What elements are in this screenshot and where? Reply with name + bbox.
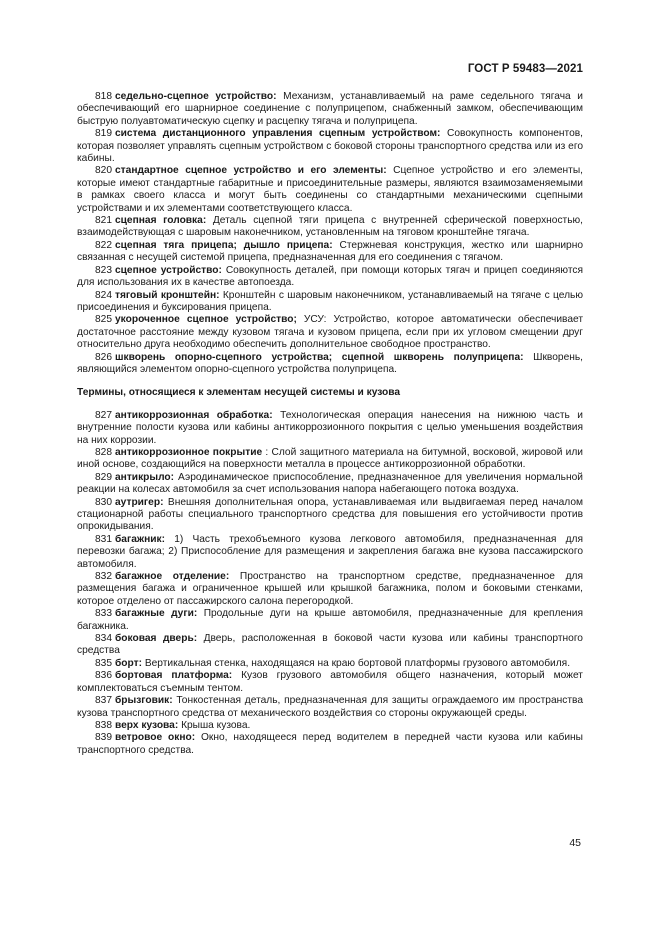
term-entry	[77, 265, 583, 290]
page-number: 45	[569, 837, 581, 849]
term-entry	[77, 290, 583, 315]
term-entry	[77, 633, 583, 658]
term-title: ветровое окно:	[115, 732, 196, 744]
term-title: сцепное устройство:	[115, 264, 222, 276]
term-title: седельно-сцепное устройство:	[115, 91, 277, 102]
term-title: стандартное сцепное устройство и его элементы:	[115, 165, 387, 177]
term-number: 833	[95, 608, 112, 620]
term-title: аутригер:	[115, 496, 164, 508]
term-number: 825	[95, 314, 112, 326]
term-entry	[77, 91, 583, 128]
term-definition: Окно, находящееся перед водителем в передней части кузова или кабины транспортного средства.	[77, 732, 583, 756]
term-entry	[77, 571, 583, 608]
term-title: антикрыло:	[115, 471, 175, 483]
term-number: 837	[95, 695, 112, 707]
term-entry	[77, 352, 583, 377]
term-title: багажное отделение:	[115, 571, 230, 583]
term-entry	[77, 608, 583, 633]
term-definition: Крыша кузова.	[181, 719, 251, 731]
term-entry	[77, 215, 583, 240]
term-number: 823	[95, 264, 112, 276]
term-title: багажные дуги:	[115, 608, 198, 620]
term-entry	[77, 314, 583, 351]
term-definition: Кузов грузового автомобиля общего назначения, который может комплектоваться съемным тентом.	[77, 670, 583, 694]
term-definition: Совокупность деталей, при помощи которых тягач и прицеп соединяются для использования их в качестве автопоезда.	[77, 264, 583, 289]
section-heading: Термины, относящиеся к элементам несущей системы и кузова	[77, 387, 401, 399]
term-number: 839	[95, 732, 112, 744]
term-number: 838	[95, 719, 112, 731]
term-title: тяговый кронштейн:	[115, 289, 220, 301]
term-number: 818	[95, 91, 112, 102]
term-title: система дистанционного управления сцепным устройством:	[115, 128, 441, 140]
term-entry	[77, 670, 583, 695]
term-definition: Продольные дуги на крыше автомобиля, предназначенные для крепления багажника.	[77, 608, 583, 632]
term-entry	[77, 410, 583, 447]
term-definition: Кронштейн с шаровым наконечником, устанавливаемый на тягаче с целью присоединения и буксирования прицепа.	[77, 289, 583, 313]
term-number: 828	[95, 446, 112, 458]
term-number: 820	[95, 165, 112, 177]
term-definition: Совокупность компонентов, которая позволяет управлять сцепным устройством с боковой стороны транспортного средства или из его кабины.	[77, 128, 583, 165]
term-title: сцепная тяга прицепа; дышло прицепа:	[115, 239, 333, 251]
term-number: 821	[95, 215, 112, 227]
term-entry	[77, 695, 583, 720]
document-body	[77, 91, 583, 757]
term-definition: Пространство на транспортном средстве, предназначенное для размещения багажа и ограниченное крышей или крышкой багажника, полом и боковыми стенками, которое отделено от пассажирского салона перегородкой.	[77, 571, 583, 607]
term-definition: 1) Часть трехобъемного кузова легкового автомобиля, предназначенная для перевозки багажа; 2) Приспособление для размещения и закрепления багажа вне кузова пассажирского автомобиля.	[77, 533, 583, 570]
term-number: 826	[95, 351, 112, 363]
term-definition: : Слой защитного материала на битумной, восковой, жировой или иной основе, создающийся на поверхности металла в процессе антикоррозионной обработки.	[77, 446, 583, 471]
terms-list-body	[77, 410, 583, 757]
term-title: верх кузова:	[115, 719, 179, 731]
term-entry	[77, 472, 583, 497]
term-entry	[77, 534, 583, 571]
term-definition: Аэродинамическое приспособление, предназначенное для увеличения нормальной реакции на колесах автомобиля за счет использования напора набегающего потока воздуха.	[77, 471, 583, 496]
term-entry	[77, 720, 583, 732]
term-number: 827	[95, 409, 112, 421]
term-definition: Деталь сцепной тяги прицепа с внутренней сферической поверхностью, взаимодействующая с шаровым наконечником, установленным на тяговом кронштейне тягача.	[77, 215, 583, 239]
term-entry	[77, 447, 583, 472]
term-number: 836	[95, 670, 112, 682]
term-title: антикоррозионная обработка:	[115, 409, 273, 421]
term-definition: Внешняя дополнительная опора, устанавливаемая или выдвигаемая перед началом стационарной работы специального транспортного средства для повышения его устойчивости против опрокидывания.	[77, 496, 583, 533]
term-entry	[77, 128, 583, 165]
term-title: боковая дверь:	[115, 633, 198, 645]
term-entry	[77, 165, 583, 215]
term-definition: Механизм, устанавливаемый на раме седельного тягача и обеспечивающий его шарнирное соединение с полуприцепом, снабженный замком, обеспечивающим быструю полуавтоматическую сцепку и расцепку тягача и полуприцепа.	[77, 91, 583, 127]
term-title: шкворень опорно-сцепного устройства; сцепной шкворень полуприцепа:	[115, 351, 524, 363]
term-entry	[77, 732, 583, 757]
term-title: бортовая платформа:	[115, 670, 233, 682]
term-entry	[77, 497, 583, 534]
term-definition: Вертикальная стенка, находящаяся на краю бортовой платформы грузового автомобиля.	[144, 657, 571, 669]
term-number: 830	[95, 496, 112, 508]
term-definition: Тонкостенная деталь, предназначенная для защиты ограждаемого им пространства кузова транспортного средства от механического воздействия со стороны окружающей среды.	[77, 695, 583, 719]
term-number: 834	[95, 633, 112, 645]
term-definition: Стержневая конструкция, жестко или шарнирно связанная с несущей системой прицепа, предназначенная для его соединения с тягачом.	[77, 239, 583, 264]
term-title: сцепная головка:	[115, 215, 207, 227]
term-definition: Технологическая операция нанесения на нижнюю часть и внутренние полости кузова или кабины антикоррозионного покрытия с целью уменьшения воздействия на них коррозии.	[77, 409, 583, 446]
term-title: багажник:	[115, 533, 165, 545]
term-definition: УСУ: Устройство, которое автоматически обеспечивает достаточное расстояние между кузовом тягача и кузовом прицепа, если при их угловом смещении друг относительно друга необходимо обеспечить дополнительное свободное пространство.	[77, 314, 583, 351]
term-number: 832	[95, 571, 112, 583]
term-entry	[77, 240, 583, 265]
term-definition: Шкворень, являющийся элементом опорно-сцепного устройства полуприцепа.	[77, 351, 583, 375]
term-definition: Сцепное устройство и его элементы, которые имеют стандартные габаритные и присоединительные размеры, являются взаимозаменяемыми в рамках своего класса и могут быть соединены со стандартными механическими сцепными устройствами и их элементами соответствующего класса.	[77, 165, 583, 214]
term-number: 835	[95, 657, 112, 669]
term-number: 824	[95, 289, 112, 301]
term-number: 829	[95, 471, 112, 483]
term-title: борт:	[115, 657, 142, 669]
terms-list-coupling	[77, 91, 583, 376]
term-title: укороченное сцепное устройство;	[115, 314, 297, 326]
term-number: 831	[95, 533, 112, 545]
term-number: 822	[95, 239, 112, 251]
term-title: антикоррозионное покрытие	[115, 446, 263, 458]
document-header-standard: ГОСТ Р 59483—2021	[467, 63, 583, 75]
term-entry	[77, 658, 583, 670]
term-number: 819	[95, 128, 112, 140]
term-title: брызговик:	[115, 695, 173, 707]
term-definition: Дверь, расположенная в боковой части кузова или кабины транспортного средства	[77, 633, 583, 657]
